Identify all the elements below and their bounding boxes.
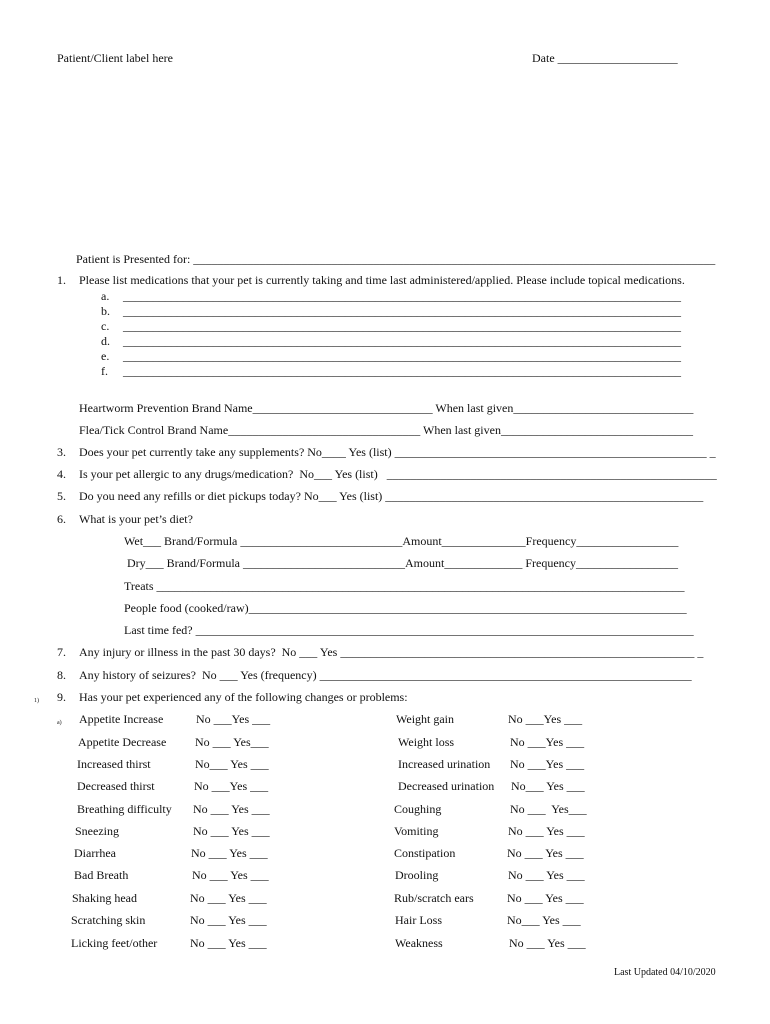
symptom-answer[interactable]: No___ Yes ___	[511, 779, 585, 793]
q5-field[interactable]: Do you need any refills or diet pickups today? No___ Yes (list) _____________________________________________________	[79, 489, 704, 503]
symptom-label: Coughing	[394, 802, 442, 816]
symptom-label: Constipation	[394, 846, 456, 860]
symptom-label: Weight gain	[396, 712, 455, 726]
symptom-label: Scratching skin	[71, 913, 146, 927]
diet-wet-field[interactable]: Wet___ Brand/Formula ___________________________Amount______________Frequency_________________	[124, 534, 679, 548]
q3-number: 3.	[57, 445, 66, 459]
symptom-label: Decreased thirst	[77, 779, 155, 793]
diet-treats-field[interactable]: Treats ________________________________________________________________________________________	[124, 579, 685, 593]
symptom-answer[interactable]: No ___ Yes ___	[190, 891, 267, 905]
q1-text: Please list medications that your pet is currently taking and time last administered/applied. Please include topical medications.	[79, 273, 685, 287]
q1-line-e[interactable]: _____________________________________________________________________________________________	[123, 349, 681, 363]
patient-label-placeholder: Patient/Client label here	[57, 51, 173, 65]
symptom-label: Diarrhea	[74, 846, 116, 860]
symptom-answer[interactable]: No ___ Yes ___	[191, 846, 268, 860]
symptom-label: Drooling	[395, 868, 439, 882]
symptom-label: Appetite Increase	[79, 712, 164, 726]
last-updated-footer: Last Updated 04/10/2020	[614, 967, 716, 978]
q9-number: 9.	[57, 690, 66, 704]
q3-field[interactable]: Does your pet currently take any supplements? No____ Yes (list) ____________________________________________________ _	[79, 445, 716, 459]
q8-field[interactable]: Any history of seizures? No ___ Yes (frequency) ______________________________________________________________	[79, 668, 692, 682]
symptom-answer[interactable]: No ___ Yes ___	[508, 824, 585, 838]
q1-letter-b: b.	[101, 304, 110, 318]
symptom-label: Breathing difficulty	[77, 802, 172, 816]
q6-text: What is your pet’s diet?	[79, 512, 193, 526]
q1-number: 1.	[57, 273, 66, 287]
q1-line-f[interactable]: _____________________________________________________________________________________________	[123, 364, 681, 378]
symptom-label: Decreased urination	[398, 779, 495, 793]
symptom-label: Shaking head	[72, 891, 137, 905]
symptom-label: Increased thirst	[77, 757, 151, 771]
symptom-label: Increased urination	[398, 757, 491, 771]
symptom-answer[interactable]: No___ Yes ___	[195, 757, 269, 771]
symptom-label: Vomiting	[394, 824, 439, 838]
symptom-answer[interactable]: No ___ Yes ___	[509, 936, 586, 950]
symptom-answer[interactable]: No ___ Yes ___	[507, 846, 584, 860]
symptom-answer[interactable]: No ___Yes ___	[510, 757, 585, 771]
diet-last-fed-field[interactable]: Last time fed? ___________________________________________________________________________________	[124, 623, 694, 637]
q7-number: 7.	[57, 645, 66, 659]
diet-people-food-field[interactable]: People food (cooked/raw)_________________________________________________________________________	[124, 601, 687, 615]
symptom-label: Rub/scratch ears	[394, 891, 474, 905]
symptom-answer[interactable]: No ___ Yes___	[195, 735, 269, 749]
diet-dry-field[interactable]: Dry___ Brand/Formula ___________________________Amount_____________ Frequency_________________	[124, 556, 678, 570]
q1-line-a[interactable]: _____________________________________________________________________________________________	[123, 289, 681, 303]
q1-line-d[interactable]: _____________________________________________________________________________________________	[123, 334, 681, 348]
symptom-answer[interactable]: No ___ Yes ___	[190, 913, 267, 927]
symptom-answer[interactable]: No ___ Yes ___	[193, 824, 270, 838]
symptom-answer[interactable]: No ___ Yes___	[510, 802, 587, 816]
margin-mark-2: a)	[57, 720, 62, 726]
q8-number: 8.	[57, 668, 66, 682]
q4-field[interactable]: Is your pet allergic to any drugs/medication? No___ Yes (list) _______________________________________________________	[79, 467, 717, 481]
symptom-answer[interactable]: No ___ Yes ___	[508, 868, 585, 882]
q1-letter-f: f.	[101, 364, 108, 378]
symptom-answer[interactable]: No ___ Yes ___	[193, 802, 270, 816]
date-field[interactable]: Date ____________________	[532, 51, 678, 65]
flea-tick-field[interactable]: Flea/Tick Control Brand Name________________________________ When last given________________________________	[79, 423, 693, 437]
q1-line-c[interactable]: _____________________________________________________________________________________________	[123, 319, 681, 333]
symptom-answer[interactable]: No___ Yes ___	[507, 913, 581, 927]
symptom-answer[interactable]: No ___ Yes ___	[192, 868, 269, 882]
q9-text: Has your pet experienced any of the following changes or problems:	[79, 690, 408, 704]
q1-letter-d: d.	[101, 334, 110, 348]
q1-line-b[interactable]: _____________________________________________________________________________________________	[123, 304, 681, 318]
q5-number: 5.	[57, 489, 66, 503]
heartworm-field[interactable]: Heartworm Prevention Brand Name______________________________ When last given______________________________	[79, 401, 694, 415]
q4-number: 4.	[57, 467, 66, 481]
symptom-label: Bad Breath	[74, 868, 129, 882]
presented-for-field[interactable]: Patient is Presented for: _______________________________________________________________________________________	[76, 252, 716, 266]
symptom-label: Weight loss	[398, 735, 455, 749]
q1-letter-a: a.	[101, 289, 110, 303]
q6-number: 6.	[57, 512, 66, 526]
symptom-answer[interactable]: No ___Yes ___	[194, 779, 269, 793]
symptom-label: Hair Loss	[395, 913, 442, 927]
symptom-answer[interactable]: No ___Yes ___	[508, 712, 583, 726]
symptom-answer[interactable]: No ___Yes ___	[196, 712, 271, 726]
q7-field[interactable]: Any injury or illness in the past 30 days? No ___ Yes ___________________________________________________________ _	[79, 645, 704, 659]
symptom-label: Sneezing	[75, 824, 119, 838]
symptom-answer[interactable]: No ___Yes ___	[510, 735, 585, 749]
q1-letter-c: c.	[101, 319, 110, 333]
symptom-answer[interactable]: No ___ Yes ___	[190, 936, 267, 950]
symptom-label: Appetite Decrease	[78, 735, 167, 749]
symptom-label: Weakness	[395, 936, 443, 950]
margin-mark-1: 1)	[34, 698, 39, 704]
symptom-label: Licking feet/other	[71, 936, 158, 950]
q1-letter-e: e.	[101, 349, 110, 363]
symptom-answer[interactable]: No ___ Yes ___	[507, 891, 584, 905]
